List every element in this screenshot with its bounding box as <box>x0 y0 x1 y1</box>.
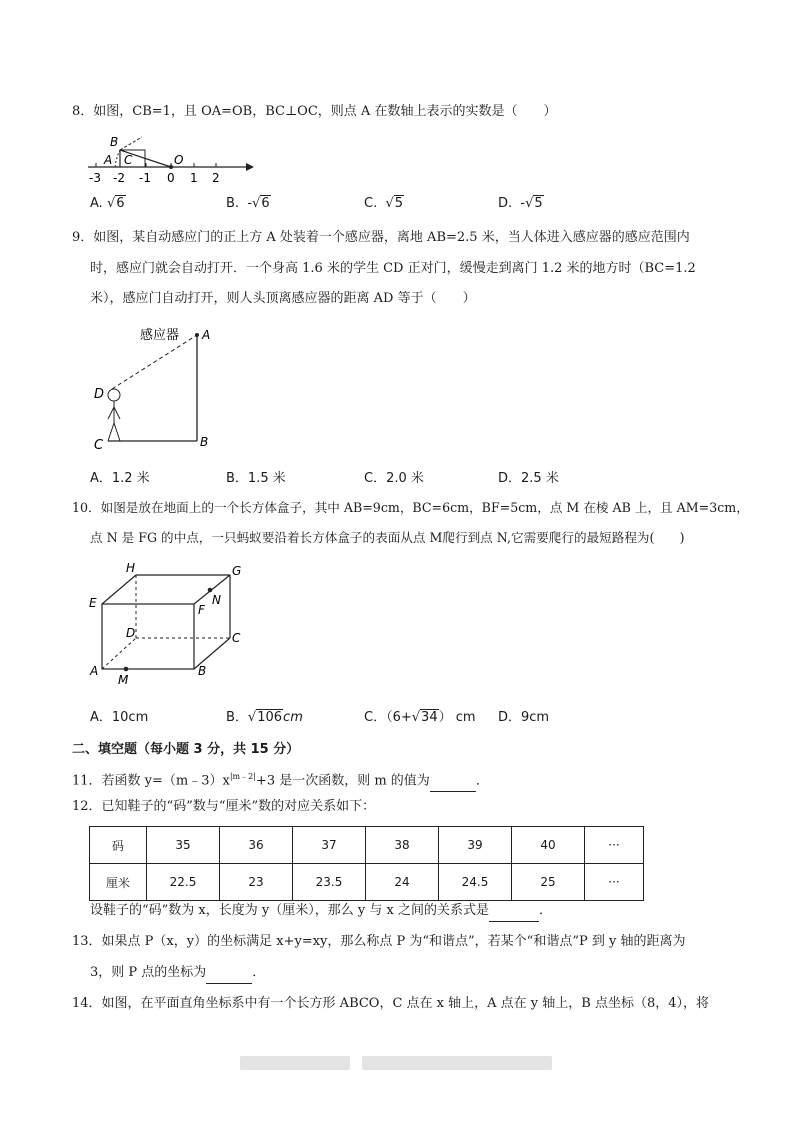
q9-line2: 时，感应门就会自动打开．一个身高 1.6 米的学生 CD 正对门，缓慢走到离门 1.2 米的地方时（BC=1.2 <box>90 261 696 276</box>
q8-label-b: B <box>110 135 119 149</box>
q9-option-c: C．2.0 米 <box>364 471 424 486</box>
table-cell: 39 <box>439 827 512 864</box>
table-cell: 23.5 <box>293 864 366 901</box>
table-cell: 37 <box>293 827 366 864</box>
table-cell: 40 <box>512 827 585 864</box>
q10-option-b: B．√106cm <box>226 710 303 725</box>
q10-option-a: A．10cm <box>90 710 149 725</box>
q9-label-a: A <box>202 328 211 342</box>
blurred-footer <box>240 1056 350 1070</box>
q10-label-c: C <box>232 631 241 645</box>
q8-label-a: A <box>104 153 113 167</box>
q9-line3: 米），感应门自动打开，则人头顶离感应器的距离 AD 等于（ ） <box>90 291 476 306</box>
table-cell: 23 <box>220 864 293 901</box>
table-cell: 36 <box>220 827 293 864</box>
q10-label-m: M <box>118 673 129 687</box>
q8-option-d: D. -√5 <box>498 196 543 211</box>
q9-label-c: C <box>94 438 104 450</box>
table-cell: 厘米 <box>90 864 147 901</box>
q12-table <box>89 826 644 901</box>
q8-options <box>90 196 590 220</box>
q8-tick-label: -1 <box>139 171 151 185</box>
q11-exponent: |m﹣2| <box>229 772 256 781</box>
q8-tick-label: -2 <box>113 171 125 185</box>
table-cell: ··· <box>585 827 644 864</box>
table-cell: 38 <box>366 827 439 864</box>
q9-options <box>90 467 590 491</box>
table-cell: 24 <box>366 864 439 901</box>
q8-number-line-figure <box>84 128 254 190</box>
q10-label-a: A <box>90 664 99 678</box>
table-cell: 24.5 <box>439 864 512 901</box>
table-row <box>90 827 644 864</box>
q11-answer-blank[interactable] <box>430 771 476 792</box>
q12-intro: 12．已知鞋子的“码”数与“厘米”数的对应关系如下： <box>72 799 376 814</box>
q8-option-c: C. √5 <box>364 196 404 211</box>
q10-option-c: C．（6+√34） cm <box>364 710 476 725</box>
q10-label-d: D <box>126 626 136 640</box>
q8-stem: 8．如图，CB=1，且 OA=OB，BC⊥OC，则点 A 在数轴上表示的实数是（ ） <box>72 104 557 119</box>
q10-label-n: N <box>212 593 221 607</box>
q9-label-d: D <box>94 387 105 402</box>
q9-option-b: B．1.5 米 <box>226 471 286 486</box>
q8-label-o: O <box>174 153 184 167</box>
q14-line1: 14．如图，在平面直角坐标系中有一个长方形 ABCO，C 点在 x 轴上，A 点在 y 轴上，B 点坐标（8，4），将 <box>72 996 709 1011</box>
q10-box-figure <box>86 558 256 688</box>
table-cell: 22.5 <box>147 864 220 901</box>
q8-option-b: B. -√6 <box>226 196 270 211</box>
q9-sensor-figure <box>90 325 220 450</box>
blurred-footer <box>362 1056 552 1070</box>
table-cell: 25 <box>512 864 585 901</box>
q10-label-f: F <box>198 603 205 617</box>
q11: 11．若函数 $y=(m﹣3)x^{|m﹣2|}+3$ 是一次函数，则 m 的值为 ． <box>72 767 489 792</box>
table-cell: ··· <box>585 864 644 901</box>
table-row <box>90 864 644 901</box>
q8-tick-label: 2 <box>212 171 220 185</box>
q8-option-a: A. √6 <box>90 196 125 211</box>
q13-line1: 13．如果点 P（x，y）的坐标满足 x+y=xy，那么称点 P 为“和谐点”，若某个“和谐点”P 到 y 轴的距离为 <box>72 934 686 949</box>
table-cell: 码 <box>90 827 147 864</box>
q10-label-g: G <box>232 564 242 578</box>
q10-line2: 点 N 是 FG 的中点，一只蚂蚁要沿着长方体盒子的表面从点 M爬行到点 N,它需要爬行的最短路程为( ) <box>90 530 685 545</box>
q8-tick-label: 1 <box>190 171 198 185</box>
q12-tail: 设鞋子的“码”数为 x，长度为 y（厘米），那么 y 与 x 之间的关系式是 ． <box>90 901 552 922</box>
q9-option-a: A．1.2 米 <box>90 471 150 486</box>
q10-option-d: D．9cm <box>498 710 550 725</box>
q13-line2: 3，则 P 点的坐标为 ． <box>90 963 265 984</box>
q10-label-e: E <box>89 596 97 610</box>
q8-label-c: C <box>124 153 133 167</box>
q8-tick-label: 0 <box>167 171 175 185</box>
q13-answer-blank[interactable] <box>206 963 252 984</box>
q10-label-b: B <box>198 664 207 678</box>
q10-options <box>90 706 590 730</box>
q9-sensor-label: 感应器 <box>140 328 180 343</box>
q8-tick-label: -3 <box>89 171 101 185</box>
q9-option-d: D．2.5 米 <box>498 471 559 486</box>
section2-title: 二、填空题（每小题 3 分，共 15 分） <box>72 742 300 757</box>
q12-answer-blank[interactable] <box>489 901 539 922</box>
q10-label-h: H <box>126 561 136 575</box>
q9-line1: 9．如图，某自动感应门的正上方 A 处装着一个感应器，离地 AB=2.5 米，当人体进入感应器的感应范围内 <box>72 230 690 245</box>
table-cell: 35 <box>147 827 220 864</box>
q10-line1: 10．如图是放在地面上的一个长方体盒子，其中 AB=9cm，BC=6cm，BF=5cm，点 M 在棱 AB 上，且 AM=3cm， <box>72 500 749 515</box>
q9-label-b: B <box>200 435 209 449</box>
